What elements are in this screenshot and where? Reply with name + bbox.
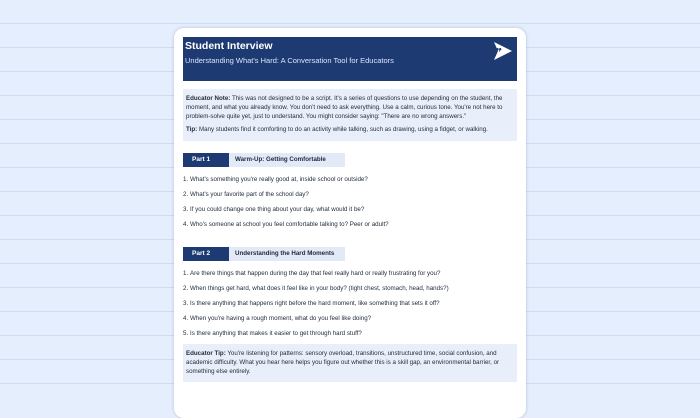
educator-note — [183, 89, 517, 141]
part-2-header — [183, 247, 345, 261]
question-text: Is there anything that makes it easier to get through hard stuff? — [190, 330, 362, 337]
header-banner — [183, 37, 517, 81]
question-item — [183, 206, 517, 213]
question-text: Is there anything that happens right before the hard moment, like something that sets it off? — [190, 300, 440, 307]
educator-tip-label: Educator Tip: — [186, 350, 226, 357]
question-item — [183, 300, 517, 307]
question-text: If you could change one thing about your day, what would it be? — [190, 206, 365, 213]
question-item — [183, 176, 517, 183]
part-2-questions — [183, 270, 517, 337]
note-text: This was not designed to be a script. It's a series of questions to use depending on the student, the moment, and what you already know. You don't need to ask everything. Use a calm, curious tone. You're not here to problem-solve quite yet, just to understand. You might consider saying: "There are no wrong answers." — [186, 95, 503, 120]
part-1-title: Warm-Up: Getting Comfortable — [229, 153, 345, 167]
question-text: What's something you're really good at, inside school or outside? — [190, 176, 368, 183]
question-item — [183, 315, 517, 322]
question-number: 1. — [183, 270, 189, 277]
page-subtitle: Understanding What's Hard: A Conversation Tool for Educators — [185, 56, 394, 65]
part-1-questions — [183, 176, 517, 228]
question-item — [183, 285, 517, 292]
quote-play-icon — [490, 39, 514, 63]
question-text: When you're having a rough moment, what do you feel like doing? — [190, 315, 372, 322]
question-text: When things get hard, what does it feel like in your body? (tight chest, stomach, head, hands?) — [190, 285, 449, 292]
question-item — [183, 270, 517, 277]
question-text: What's your favorite part of the school day? — [190, 191, 309, 198]
educator-tip — [183, 344, 517, 382]
part-2-title: Understanding the Hard Moments — [229, 247, 345, 261]
question-number: 1. — [183, 176, 189, 183]
note-label: Educator Note: — [186, 95, 231, 102]
question-text: Are there things that happen during the day that feel really hard or really frustrating for you? — [190, 270, 441, 277]
tip-label: Tip: — [186, 126, 198, 133]
tip-text: Many students find it comforting to do an activity while talking, such as drawing, using a fidget, or walking. — [197, 126, 488, 133]
part-2-label: Part 2 — [183, 247, 229, 261]
note-paragraph — [186, 94, 514, 121]
page-title: Student Interview — [185, 40, 273, 52]
question-number: 2. — [183, 191, 189, 198]
question-number: 5. — [183, 330, 189, 337]
question-item — [183, 221, 517, 228]
educator-tip-text: You're listening for patterns: sensory overload, transitions, unstructured time, social confusion, and academic difficulty. What you hear here helps you figure out whether this is a skill gap, an environmental barrier, or something else entirely. — [186, 350, 500, 375]
question-item — [183, 191, 517, 198]
question-item — [183, 330, 517, 337]
question-number: 3. — [183, 300, 189, 307]
question-number: 2. — [183, 285, 189, 292]
part-1-label: Part 1 — [183, 153, 229, 167]
question-text: Who's someone at school you feel comfortable talking to? Peer or adult? — [190, 221, 389, 228]
part-1-header — [183, 153, 345, 167]
question-number: 4. — [183, 315, 189, 322]
question-number: 4. — [183, 221, 189, 228]
tip-paragraph — [186, 125, 514, 134]
question-number: 3. — [183, 206, 189, 213]
interview-card — [174, 28, 526, 418]
